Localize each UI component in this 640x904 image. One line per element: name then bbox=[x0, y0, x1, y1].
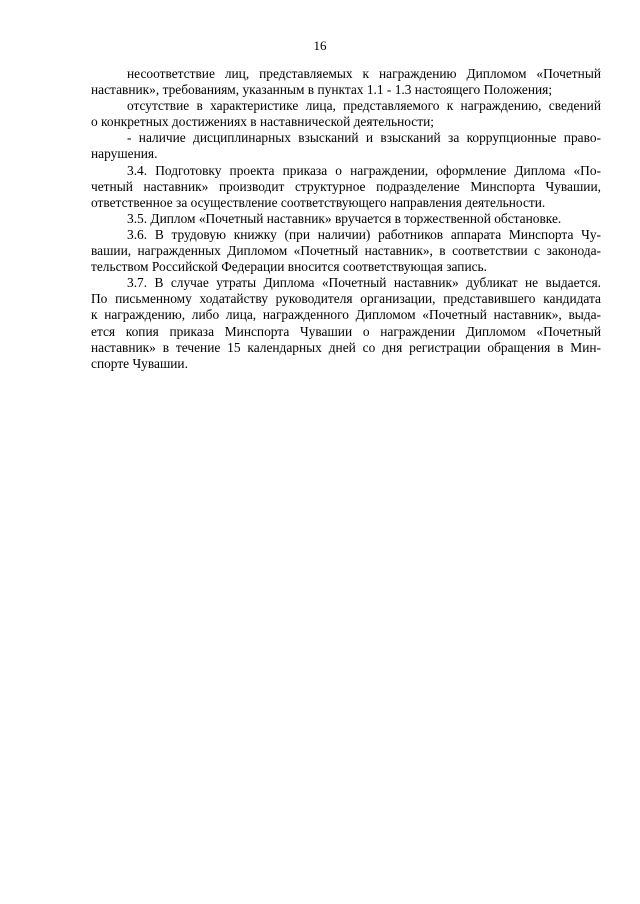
text-line: 3.5. Диплом «Почетный наставник» вручается в торжественной обстановке. bbox=[127, 210, 562, 226]
text-line: наставник» в течение 15 календарных дней со дня регистрации обращения в Мин- bbox=[91, 339, 601, 355]
text-line: четный наставник» производит структурное подразделение Минспорта Чувашии, bbox=[91, 178, 601, 194]
text-line: отсутствие в характеристике лица, представляемого к награждению, сведений bbox=[127, 98, 601, 114]
text-line: По письменному ходатайству руководителя организации, представившего кандидата bbox=[91, 291, 601, 307]
text-line: тельством Российской Федерации вносится соответствующая запись. bbox=[91, 259, 488, 275]
text-line: - наличие дисциплинарных взысканий и взысканий за коррупционные право- bbox=[127, 130, 601, 146]
text-line: наставник», требованиям, указанным в пунктах 1.1 - 1.3 настоящего Положения; bbox=[91, 82, 553, 98]
text-line: нарушения. bbox=[91, 146, 158, 162]
text-line: 3.6. В трудовую книжку (при наличии) работников аппарата Минспорта Чу- bbox=[127, 226, 601, 242]
page-number: 16 bbox=[313, 38, 327, 53]
paragraph-3-7 bbox=[91, 275, 601, 372]
text-line: вашии, награжденных Дипломом «Почетный наставник», в соответствии с законода- bbox=[91, 243, 601, 259]
text-line: спорте Чувашии. bbox=[91, 355, 188, 371]
paragraph-3-4 bbox=[91, 163, 601, 211]
text-line: о конкретных достижениях в наставнической деятельности; bbox=[91, 114, 434, 130]
paragraph-missing-achievements bbox=[91, 98, 601, 130]
text-line: 3.4. Подготовку проекта приказа о награждении, оформление Диплома «По- bbox=[127, 162, 601, 178]
text-line: ется копия приказа Минспорта Чувашии о награждении Дипломом «Почетный bbox=[91, 323, 601, 339]
paragraph-nonconformity bbox=[91, 66, 601, 98]
text-line: несоответствие лиц, представляемых к награждению Дипломом «Почетный bbox=[127, 66, 601, 81]
text-line: ответственное за осуществление соответствующего направления деятельности. bbox=[91, 194, 546, 210]
paragraph-disciplinary bbox=[91, 130, 601, 162]
paragraph-3-6 bbox=[91, 227, 601, 275]
text-line: к награждению, либо лица, награжденного Дипломом «Почетный наставник», выда- bbox=[91, 307, 601, 323]
paragraph-3-5 bbox=[91, 211, 601, 227]
document-body bbox=[91, 66, 601, 372]
text-line: 3.7. В случае утраты Диплома «Почетный наставник» дубликат не выдается. bbox=[127, 275, 601, 291]
